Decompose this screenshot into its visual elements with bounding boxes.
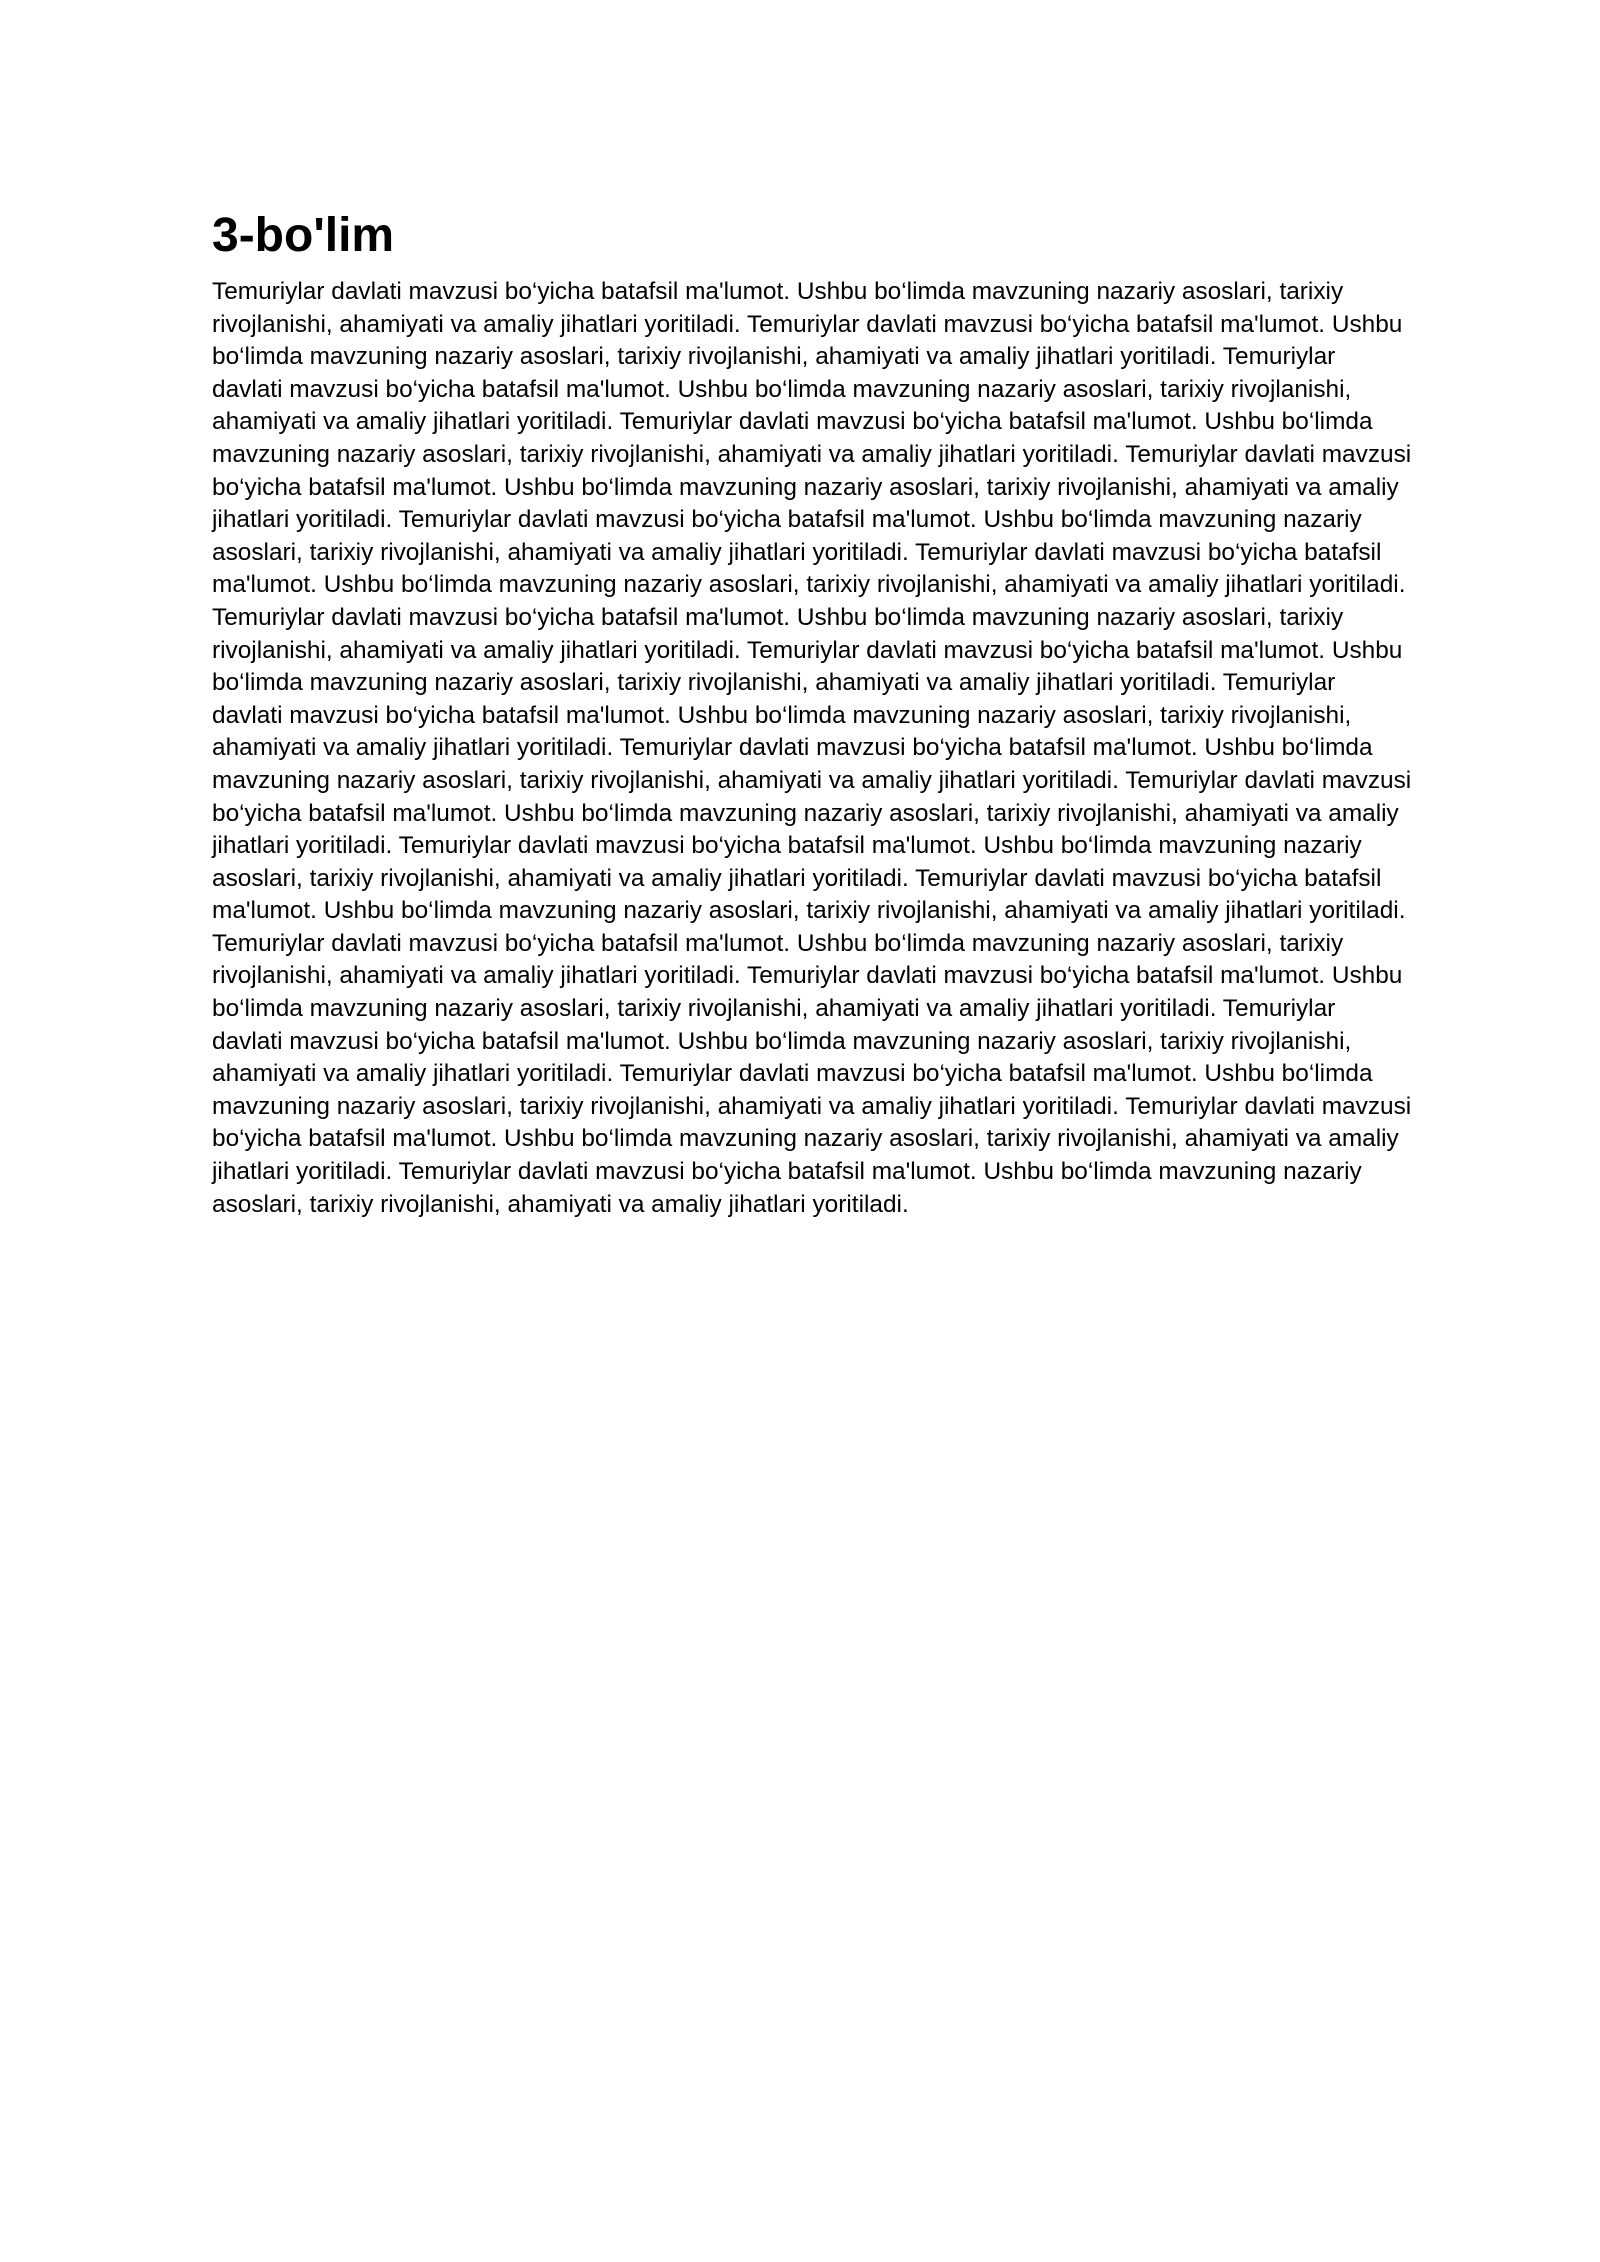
section-body-paragraph: Temuriylar davlati mavzusi bo‘yicha batafsil ma'lumot. Ushbu bo‘limda mavzuning nazariy asoslari, tarixiy rivojlanishi, ahamiyati va amaliy jihatlari yoritiladi. Temuriylar davlati mavzusi bo‘yicha batafsil ma'lumot. Ushbu bo‘limda mavzuning nazariy asoslari, tarixiy rivojlanishi, ahamiyati va amaliy jihatlari yoritiladi. Temuriylar davlati mavzusi bo‘yicha batafsil ma'lumot. Ushbu bo‘limda mavzuning nazariy asoslari, tarixiy rivojlanishi, ahamiyati va amaliy jihatlari yoritiladi. Temuriylar davlati mavzusi bo‘yicha batafsil ma'lumot. Ushbu bo‘limda mavzuning nazariy asoslari, tarixiy rivojlanishi, ahamiyati va amaliy jihatlari yoritiladi. Temuriylar davlati mavzusi bo‘yicha batafsil ma'lumot. Ushbu bo‘limda mavzuning nazariy asoslari, tarixiy rivojlanishi, ahamiyati va amaliy jihatlari yoritiladi. Temuriylar davlati mavzusi bo‘yicha batafsil ma'lumot. Ushbu bo‘limda mavzuning nazariy asoslari, tarixiy rivojlanishi, ahamiyati va amaliy jihatlari yoritiladi. Temuriylar davlati mavzusi bo‘yicha batafsil ma'lumot. Ushbu bo‘limda mavzuning nazariy asoslari, tarixiy rivojlanishi, ahamiyati va amaliy jihatlari yoritiladi. Temuriylar davlati mavzusi bo‘yicha batafsil ma'lumot. Ushbu bo‘limda mavzuning nazariy asoslari, tarixiy rivojlanishi, ahamiyati va amaliy jihatlari yoritiladi. Temuriylar davlati mavzusi bo‘yicha batafsil ma'lumot. Ushbu bo‘limda mavzuning nazariy asoslari, tarixiy rivojlanishi, ahamiyati va amaliy jihatlari yoritiladi. Temuriylar davlati mavzusi bo‘yicha batafsil ma'lumot. Ushbu bo‘limda mavzuning nazariy asoslari, tarixiy rivojlanishi, ahamiyati va amaliy jihatlari yoritiladi. Temuriylar davlati mavzusi bo‘yicha batafsil ma'lumot. Ushbu bo‘limda mavzuning nazariy asoslari, tarixiy rivojlanishi, ahamiyati va amaliy jihatlari yoritiladi. Temuriylar davlati mavzusi bo‘yicha batafsil ma'lumot. Ushbu bo‘limda mavzuning nazariy asoslari, tarixiy rivojlanishi, ahamiyati va amaliy jihatlari yoritiladi. Temuriylar davlati mavzusi bo‘yicha batafsil ma'lumot. Ushbu bo‘limda mavzuning nazariy asoslari, tarixiy rivojlanishi, ahamiyati va amaliy jihatlari yoritiladi. Temuriylar davlati mavzusi bo‘yicha batafsil ma'lumot. Ushbu bo‘limda mavzuning nazariy asoslari, tarixiy rivojlanishi, ahamiyati va amaliy jihatlari yoritiladi. Temuriylar davlati mavzusi bo‘yicha batafsil ma'lumot. Ushbu bo‘limda mavzuning nazariy asoslari, tarixiy rivojlanishi, ahamiyati va amaliy jihatlari yoritiladi. Temuriylar davlati mavzusi bo‘yicha batafsil ma'lumot. Ushbu bo‘limda mavzuning nazariy asoslari, tarixiy rivojlanishi, ahamiyati va amaliy jihatlari yoritiladi. Temuriylar davlati mavzusi bo‘yicha batafsil ma'lumot. Ushbu bo‘limda mavzuning nazariy asoslari, tarixiy rivojlanishi, ahamiyati va amaliy jihatlari yoritiladi. Temuriylar davlati mavzusi bo‘yicha batafsil ma'lumot. Ushbu bo‘limda mavzuning nazariy asoslari, tarixiy rivojlanishi, ahamiyati va amaliy jihatlari yoritiladi. Temuriylar davlati mavzusi bo‘yicha batafsil ma'lumot. Ushbu bo‘limda mavzuning nazariy asoslari, tarixiy rivojlanishi, ahamiyati va amaliy jihatlari yoritiladi. Temuriylar davlati mavzusi bo‘yicha batafsil ma'lumot. Ushbu bo‘limda mavzuning nazariy asoslari, tarixiy rivojlanishi, ahamiyati va amaliy jihatlari yoritiladi. [212, 278, 1412, 1218]
section-heading: 3-bo'lim [212, 209, 395, 262]
document-page [212, 208, 1412, 1221]
